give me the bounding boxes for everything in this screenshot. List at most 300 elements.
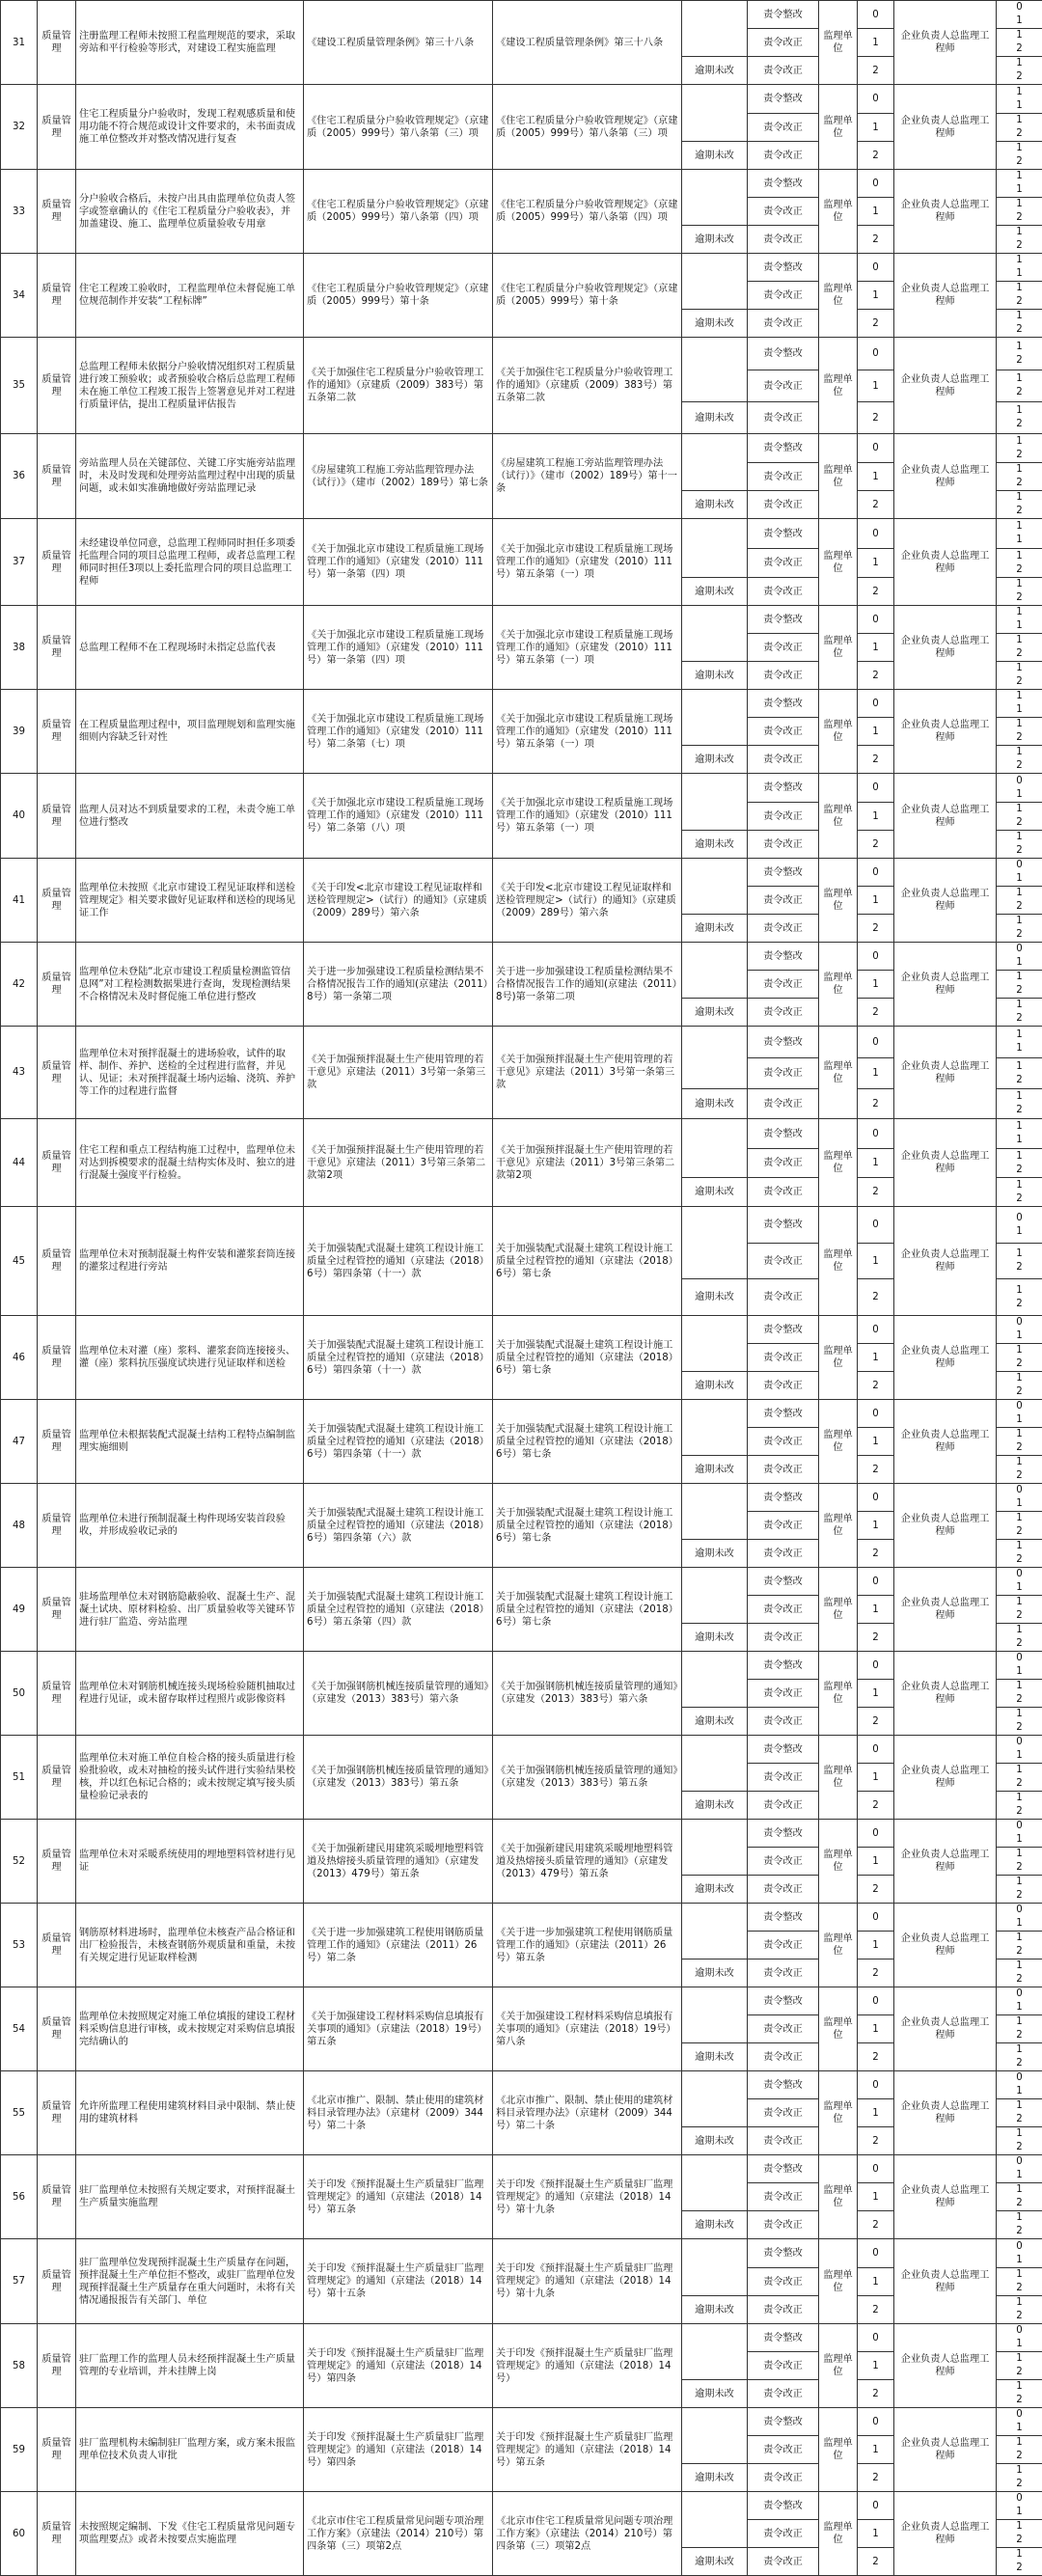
unit-score: 1	[858, 1512, 894, 1540]
penalty-basis: 《关于加强北京市建设工程质量施工现场管理工作的通知》（京建发（2010）111号）第五条第（一）项	[493, 519, 682, 606]
penalty-basis: 《房屋建筑工程施工旁站监理管理办法（试行）》（建市（2002）189号）第十一条	[493, 434, 682, 519]
person-score	[997, 1428, 1042, 1456]
person-score-value: 1	[997, 520, 1042, 534]
unit-score: 0	[858, 170, 894, 198]
unit-score: 1	[858, 1596, 894, 1624]
violation-category: 质量管理	[38, 2492, 76, 2576]
person-score-value: 2	[997, 1553, 1042, 1567]
person-score-value: 1	[997, 282, 1042, 295]
unit-score: 1	[858, 29, 894, 57]
overdue-label: 逾期未改	[682, 2548, 748, 2576]
overdue-label: 逾期未改	[682, 2127, 748, 2155]
unit-score: 2	[858, 1959, 894, 1987]
row-number: 51	[1, 1736, 38, 1820]
row-number: 50	[1, 1652, 38, 1736]
person-score-value: 2	[997, 2310, 1042, 2323]
circumstance-cell	[682, 1987, 748, 2043]
penalty-basis: 关于加强装配式混凝土建筑工程设计施工质量全过程管控的通知（京建法（2018）6号）第七条	[493, 1316, 682, 1400]
responsible-unit: 监理单位	[819, 1652, 858, 1736]
unit-score: 1	[858, 1058, 894, 1089]
action-rectify: 责令整改	[748, 2155, 819, 2183]
row-number: 43	[1, 1027, 38, 1119]
person-score-value: 1	[997, 746, 1042, 759]
person-score-value: 2	[997, 2562, 1042, 2575]
responsible-person: 企业负责人总监理工程师	[894, 1484, 997, 1568]
penalty-basis: 《关于加强预拌混凝土生产使用管理的若干意见》京建法（2011）3号第一条第三款	[493, 1027, 682, 1119]
circumstance-cell	[682, 1316, 748, 1372]
unit-score: 1	[858, 549, 894, 578]
violation-category: 质量管理	[38, 2239, 76, 2324]
person-score	[997, 1058, 1042, 1089]
action-correct: 责令改正	[748, 2099, 819, 2127]
overdue-label: 逾期未改	[682, 1876, 748, 1904]
unit-score: 1	[858, 1244, 894, 1279]
row-number: 32	[1, 85, 38, 170]
penalty-basis: 关于印发《预拌混凝土生产质量驻厂监理管理规定》的通知（京建法（2018）14号）第十九条	[493, 2239, 682, 2324]
overdue-label: 逾期未改	[682, 2043, 748, 2071]
circumstance-cell	[682, 1652, 748, 1708]
action-correct-overdue: 责令改正	[748, 2464, 819, 2492]
circumstance-cell	[682, 606, 748, 662]
person-score-value: 2	[997, 2366, 1042, 2379]
person-score-value: 1	[997, 2127, 1042, 2141]
row-number: 60	[1, 2492, 38, 2576]
action-rectify: 责令整改	[748, 606, 819, 634]
person-score-value: 1	[997, 550, 1042, 563]
circumstance-cell	[682, 1119, 748, 1178]
action-correct-overdue: 责令改正	[748, 1959, 819, 1987]
person-score-value: 1	[997, 1028, 1042, 1042]
unit-score: 0	[858, 2408, 894, 2436]
person-score	[997, 1540, 1042, 1568]
responsible-unit: 监理单位	[819, 774, 858, 859]
action-correct: 责令改正	[748, 2183, 819, 2211]
violation-description: 监理单位未对预制混凝土构件安装和灌浆套筒连接的灌浆过程进行旁站	[76, 1207, 304, 1316]
person-score	[997, 774, 1042, 803]
action-rectify: 责令整改	[748, 1316, 819, 1344]
person-score	[997, 1708, 1042, 1736]
overdue-label: 逾期未改	[682, 1708, 748, 1736]
person-score-value: 1	[997, 404, 1042, 418]
legal-provision: 《关于加强钢筋机械连接质量管理的通知》（京建发（2013）383号）第五条	[304, 1736, 493, 1820]
table-row	[1, 2071, 1042, 2099]
action-correct: 责令改正	[748, 803, 819, 831]
person-score-value: 1	[997, 86, 1042, 99]
legal-provision: 关于印发《预拌混凝土生产质量驻厂监理管理规定》的通知（京建法（2018）14号）第十五条	[304, 2239, 493, 2324]
person-score-value: 1	[997, 2268, 1042, 2282]
circumstance-cell	[682, 2324, 748, 2380]
violation-category: 质量管理	[38, 2155, 76, 2239]
person-score-value: 2	[997, 2057, 1042, 2070]
circumstance-cell	[682, 690, 748, 746]
overdue-label: 逾期未改	[682, 402, 748, 434]
penalty-basis: 《住宅工程质量分户验收管理规定》（京建质（2005）999号）第八条第（三）项	[493, 85, 682, 170]
person-score-value: 1	[997, 170, 1042, 183]
unit-score: 0	[858, 1207, 894, 1244]
person-score	[997, 1987, 1042, 2015]
penalty-basis: 《关于进一步加强建筑工程使用钢筋质量管理工作的通知》（京建法（2011）26号）第五条	[493, 1904, 682, 1987]
responsible-unit: 监理单位	[819, 1119, 858, 1207]
person-score-value: 1	[997, 491, 1042, 505]
person-score-value: 2	[997, 563, 1042, 577]
responsible-unit: 监理单位	[819, 2071, 858, 2155]
unit-score: 1	[858, 1764, 894, 1792]
violation-category: 质量管理	[38, 690, 76, 774]
person-score-value: 2	[997, 2225, 1042, 2238]
unit-score: 2	[858, 57, 894, 85]
person-score-value: 1	[997, 2436, 1042, 2450]
action-correct-overdue: 责令改正	[748, 1456, 819, 1484]
responsible-unit: 监理单位	[819, 1400, 858, 1484]
person-score	[997, 1764, 1042, 1792]
person-score-value: 1	[997, 1247, 1042, 1261]
unit-score: 0	[858, 1652, 894, 1680]
table-row	[1, 1207, 1042, 1244]
unit-score: 2	[858, 310, 894, 338]
person-score-value: 2	[997, 505, 1042, 518]
unit-score: 1	[858, 114, 894, 142]
action-rectify: 责令整改	[748, 1400, 819, 1428]
unit-score: 2	[858, 1540, 894, 1568]
person-score	[997, 1624, 1042, 1652]
unit-score: 0	[858, 2324, 894, 2352]
violation-description: 监理人员对达不到质量要求的工程，未责令施工单位进行整改	[76, 774, 304, 859]
responsible-person: 企业负责人总监理工程师	[894, 1316, 997, 1400]
person-score-value: 0	[997, 943, 1042, 956]
responsible-unit: 监理单位	[819, 1484, 858, 1568]
violation-category: 质量管理	[38, 859, 76, 943]
table-row	[1, 170, 1042, 198]
person-score-value: 2	[997, 2113, 1042, 2126]
action-correct: 责令改正	[748, 1596, 819, 1624]
violation-description: 监理单位未对钢筋机械连接头现场检验随机抽取过程进行见证，或未留存取样过程照片或影像资料	[76, 1652, 304, 1736]
penalty-basis: 《关于加强新建民用建筑采暖埋地塑料管道及热熔接头质量管理的通知》（京建发（2013）479号）第五条	[493, 1820, 682, 1904]
action-correct: 责令改正	[748, 114, 819, 142]
unit-score: 0	[858, 774, 894, 803]
overdue-label: 逾期未改	[682, 746, 748, 774]
person-score-value: 1	[997, 1596, 1042, 1609]
person-score-value: 1	[997, 1959, 1042, 1973]
row-number: 40	[1, 774, 38, 859]
violation-category: 质量管理	[38, 606, 76, 690]
legal-provision: 关于印发《预拌混凝土生产质量驻厂监理管理规定》的通知（京建法（2018）14号）第四条	[304, 2324, 493, 2408]
row-number: 39	[1, 690, 38, 774]
overdue-label: 逾期未改	[682, 2464, 748, 2492]
violation-category: 质量管理	[38, 434, 76, 519]
person-score	[997, 2239, 1042, 2268]
action-rectify: 责令整改	[748, 943, 819, 971]
person-score-value: 0	[997, 2492, 1042, 2506]
person-score-value: 1	[997, 267, 1042, 281]
unit-score: 0	[858, 338, 894, 370]
action-rectify: 责令整改	[748, 1, 819, 29]
person-score-value: 1	[997, 254, 1042, 267]
person-score	[997, 491, 1042, 519]
person-score-value: 1	[997, 2001, 1042, 2014]
action-correct-overdue: 责令改正	[748, 2043, 819, 2071]
action-correct: 责令改正	[748, 1680, 819, 1708]
person-score-value: 1	[997, 1665, 1042, 1679]
person-score-value: 1	[997, 831, 1042, 844]
responsible-person: 企业负责人总监理工程师	[894, 2492, 997, 2576]
person-score-value: 1	[997, 1540, 1042, 1553]
person-score	[997, 370, 1042, 402]
overdue-label: 逾期未改	[682, 2380, 748, 2408]
overdue-label: 逾期未改	[682, 1624, 748, 1652]
violation-description: 分户验收合格后，未按户出具由监理单位负责人签字或签章确认的《住宅工程质量分户验收表》，并加盖建设、施工、监理单位质量验收专用章	[76, 170, 304, 254]
person-score-value: 2	[997, 2534, 1042, 2547]
responsible-unit: 监理单位	[819, 254, 858, 338]
circumstance-cell	[682, 338, 748, 402]
action-correct-overdue: 责令改正	[748, 1178, 819, 1207]
person-score	[997, 1316, 1042, 1344]
table-row	[1, 338, 1042, 370]
action-rectify: 责令整改	[748, 519, 819, 549]
row-number: 36	[1, 434, 38, 519]
person-score-value: 2	[997, 2029, 1042, 2042]
person-score-value: 1	[997, 1708, 1042, 1721]
person-score	[997, 971, 1042, 999]
person-score-value: 1	[997, 1284, 1042, 1298]
action-correct-overdue: 责令改正	[748, 1279, 819, 1316]
row-number: 53	[1, 1904, 38, 1987]
unit-score: 1	[858, 1149, 894, 1178]
table-row	[1, 1736, 1042, 1764]
person-score-value: 1	[997, 1120, 1042, 1134]
table-row	[1, 2324, 1042, 2352]
responsible-unit: 监理单位	[819, 1207, 858, 1316]
action-rectify: 责令整改	[748, 254, 819, 282]
action-correct-overdue: 责令改正	[748, 1876, 819, 1904]
row-number: 58	[1, 2324, 38, 2408]
penalty-basis: 《住宅工程质量分户验收管理规定》（京建质（2005）999号）第八条第（四）项	[493, 170, 682, 254]
person-score-value: 2	[997, 418, 1042, 431]
responsible-person: 企业负责人总监理工程师	[894, 943, 997, 1027]
person-score-value: 1	[997, 1917, 1042, 1931]
unit-score: 2	[858, 662, 894, 690]
action-correct: 责令改正	[748, 2520, 819, 2548]
violation-description: 未经建设单位同意，总监理工程师同时担任多项委托监理合同的项目总监理工程师，或者总监理工程师同时担任3项以上委托监理合同的项目总监理工程师	[76, 519, 304, 606]
table-row	[1, 434, 1042, 463]
table-row	[1, 606, 1042, 634]
action-correct-overdue: 责令改正	[748, 2380, 819, 2408]
responsible-person: 企业负责人总监理工程师	[894, 2071, 997, 2155]
person-score-value: 1	[997, 1090, 1042, 1104]
person-score-value: 2	[997, 2197, 1042, 2210]
circumstance-cell	[682, 2408, 748, 2464]
circumstance-cell	[682, 434, 748, 491]
responsible-unit: 监理单位	[819, 2155, 858, 2239]
unit-score: 0	[858, 859, 894, 887]
unit-score: 0	[858, 1484, 894, 1512]
penalty-basis: 《建设工程质量管理条例》第三十八条	[493, 1, 682, 85]
violation-category: 质量管理	[38, 2408, 76, 2492]
row-number: 46	[1, 1316, 38, 1400]
unit-score: 1	[858, 887, 894, 915]
person-score	[997, 29, 1042, 57]
person-score-value: 1	[997, 14, 1042, 28]
violation-category: 质量管理	[38, 85, 76, 170]
unit-score: 0	[858, 943, 894, 971]
penalty-basis: 《关于加强钢筋机械连接质量管理的通知》（京建发（2013）383号）第五条	[493, 1736, 682, 1820]
violation-category: 质量管理	[38, 1568, 76, 1652]
action-correct-overdue: 责令改正	[748, 1624, 819, 1652]
action-correct-overdue: 责令改正	[748, 2548, 819, 2576]
legal-provision: 《关于加强建设工程材料采购信息填报有关事项的通知》（京建法（2018）19号）第五条	[304, 1987, 493, 2071]
legal-provision: 关于加强装配式混凝土建筑工程设计施工质量全过程管控的通知（京建法（2018）6号）第五条第（四）款	[304, 1568, 493, 1652]
person-score-value: 2	[997, 354, 1042, 368]
person-score-value: 2	[997, 2394, 1042, 2407]
action-rectify: 责令整改	[748, 2408, 819, 2436]
person-score-value: 0	[997, 1987, 1042, 2001]
action-correct: 责令改正	[748, 2352, 819, 2380]
person-score-value: 1	[997, 435, 1042, 449]
violation-category: 质量管理	[38, 1119, 76, 1207]
unit-score: 1	[858, 463, 894, 491]
person-score-value: 2	[997, 2282, 1042, 2295]
responsible-person: 企业负责人总监理工程师	[894, 254, 997, 338]
overdue-label: 逾期未改	[682, 142, 748, 170]
person-score-value: 1	[997, 1042, 1042, 1055]
legal-provision: 关于加强装配式混凝土建筑工程设计施工质量全过程管控的通知（京建法（2018）6号）第四条第（十一）款	[304, 1400, 493, 1484]
responsible-unit: 监理单位	[819, 943, 858, 1027]
person-score-value: 2	[997, 1609, 1042, 1623]
person-score	[997, 170, 1042, 198]
row-number: 55	[1, 2071, 38, 2155]
violation-description: 总监理工程师未依据分户验收情况组织对工程质量进行竣工预验收；或者预验收合格后总监理工程师未在施工单位工程竣工报告上签署意见并对工程进行质量评估，提出工程质量评估报告	[76, 338, 304, 434]
person-score	[997, 2099, 1042, 2127]
violation-category: 质量管理	[38, 1400, 76, 1484]
person-score-value: 0	[997, 1736, 1042, 1749]
person-score-value: 1	[997, 1179, 1042, 1192]
responsible-unit: 监理单位	[819, 170, 858, 254]
person-score	[997, 1372, 1042, 1400]
person-score-value: 2	[997, 731, 1042, 745]
person-score-value: 1	[997, 1413, 1042, 1427]
responsible-unit: 监理单位	[819, 1904, 858, 1987]
overdue-label: 逾期未改	[682, 491, 748, 519]
person-score-value: 1	[997, 2296, 1042, 2310]
unit-score: 1	[858, 2352, 894, 2380]
person-score-value: 2	[997, 984, 1042, 998]
unit-score: 2	[858, 1624, 894, 1652]
circumstance-cell	[682, 1027, 748, 1089]
person-score	[997, 831, 1042, 859]
action-correct: 责令改正	[748, 1848, 819, 1876]
unit-score: 1	[858, 718, 894, 746]
row-number: 54	[1, 1987, 38, 2071]
circumstance-cell	[682, 2071, 748, 2127]
responsible-person: 企业负责人总监理工程师	[894, 2408, 997, 2492]
violation-category: 质量管理	[38, 1, 76, 85]
responsible-person: 企业负责人总监理工程师	[894, 2155, 997, 2239]
circumstance-cell	[682, 774, 748, 831]
person-score-value: 1	[997, 29, 1042, 42]
legal-provision: 《建设工程质量管理条例》第三十八条	[304, 1, 493, 85]
person-score	[997, 1207, 1042, 1244]
row-number: 33	[1, 170, 38, 254]
person-score-value: 0	[997, 2071, 1042, 2085]
person-score-value: 1	[997, 1848, 1042, 1861]
person-score-value: 1	[997, 1512, 1042, 1525]
person-score	[997, 662, 1042, 690]
person-score-value: 1	[997, 1060, 1042, 1074]
person-score	[997, 2268, 1042, 2296]
responsible-person: 企业负责人总监理工程师	[894, 1736, 997, 1820]
unit-score: 2	[858, 2548, 894, 2576]
person-score-value: 2	[997, 900, 1042, 914]
person-score-value: 0	[997, 1400, 1042, 1413]
action-rectify: 责令整改	[748, 690, 819, 718]
person-score-value: 1	[997, 2085, 1042, 2098]
overdue-label: 逾期未改	[682, 310, 748, 338]
legal-provision: 《关于加强住宅工程质量分户验收管理工作的通知》（京建质（2009）383号）第五条第二款	[304, 338, 493, 434]
row-number: 37	[1, 519, 38, 606]
violation-category: 质量管理	[38, 1820, 76, 1904]
responsible-unit: 监理单位	[819, 2492, 858, 2576]
person-score-value: 2	[997, 2450, 1042, 2463]
action-rectify: 责令整改	[748, 859, 819, 887]
unit-score: 2	[858, 1876, 894, 1904]
violation-description: 监理单位未进行预制混凝土构件现场安装首段验收，并形成验收记录的	[76, 1484, 304, 1568]
row-number: 59	[1, 2408, 38, 2492]
person-score-value: 1	[997, 915, 1042, 928]
person-score-value: 1	[997, 662, 1042, 675]
person-score-value: 0	[997, 1652, 1042, 1665]
person-score-value: 1	[997, 1581, 1042, 1595]
action-rectify: 责令整改	[748, 2324, 819, 2352]
violation-description: 监理单位未根据装配式混凝土结构工程特点编制监理实施细则	[76, 1400, 304, 1484]
table-row	[1, 1, 1042, 29]
person-score-value: 2	[997, 386, 1042, 399]
person-score-value: 1	[997, 372, 1042, 386]
circumstance-cell	[682, 859, 748, 915]
person-score-value: 2	[997, 42, 1042, 56]
person-score	[997, 1178, 1042, 1207]
person-score-value: 2	[997, 1192, 1042, 1206]
unit-score: 1	[858, 803, 894, 831]
action-correct: 责令改正	[748, 1512, 819, 1540]
action-correct: 责令改正	[748, 370, 819, 402]
person-score-value: 1	[997, 1134, 1042, 1147]
responsible-person: 企业负责人总监理工程师	[894, 1027, 997, 1119]
violation-category: 质量管理	[38, 1904, 76, 1987]
row-number: 57	[1, 2239, 38, 2324]
legal-provision: 《关于加强预拌混凝土生产使用管理的若干意见》京建法（2011）3号第三条第二款第2项	[304, 1119, 493, 1207]
unit-score: 1	[858, 2183, 894, 2211]
person-score-value: 1	[997, 690, 1042, 703]
action-rectify: 责令整改	[748, 1484, 819, 1512]
penalty-basis: 关于加强装配式混凝土建筑工程设计施工质量全过程管控的通知（京建法（2018）6号）第七条	[493, 1400, 682, 1484]
unit-score: 2	[858, 491, 894, 519]
row-number: 45	[1, 1207, 38, 1316]
violation-description: 驻厂监理工作的监理人员未经预拌混凝土生产质量管理的专业培训，并未挂牌上岗	[76, 2324, 304, 2408]
action-correct: 责令改正	[748, 634, 819, 662]
penalty-basis: 关于印发《预拌混凝土生产质量驻厂监理管理规定》的通知（京建法（2018）14号）第五条	[493, 2408, 682, 2492]
responsible-unit: 监理单位	[819, 1568, 858, 1652]
violation-description: 住宅工程竣工验收时，工程监理单位未督促施工单位规范制作并安装“工程标牌”	[76, 254, 304, 338]
person-score-value: 2	[997, 1525, 1042, 1539]
person-score-value: 2	[997, 1805, 1042, 1819]
unit-score: 2	[858, 2380, 894, 2408]
person-score	[997, 1119, 1042, 1149]
unit-score: 1	[858, 282, 894, 310]
person-score-value: 1	[997, 99, 1042, 113]
responsible-person: 企业负责人总监理工程师	[894, 85, 997, 170]
violation-category: 质量管理	[38, 1027, 76, 1119]
unit-score: 1	[858, 2436, 894, 2464]
row-number: 42	[1, 943, 38, 1027]
